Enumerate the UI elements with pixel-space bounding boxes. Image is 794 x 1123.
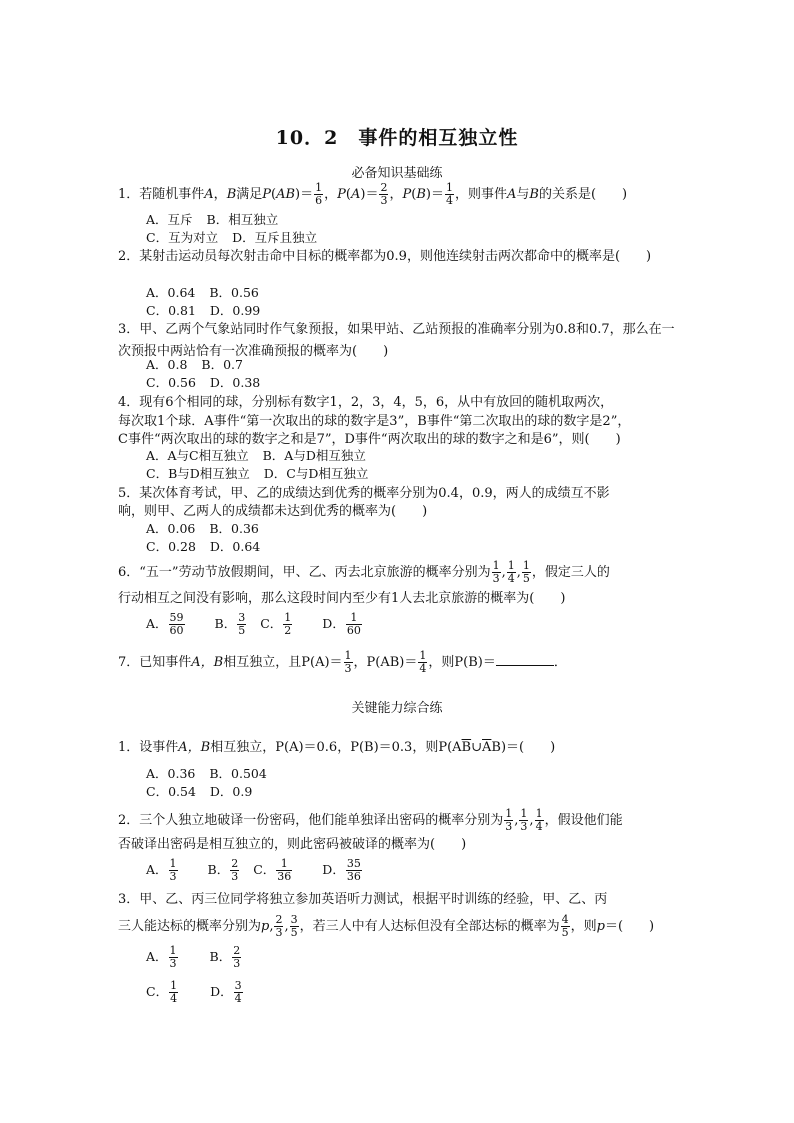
q2-options-row1: A．0.64 B．0.56 [146, 285, 259, 300]
q3-options-row2: C．0.56 D．0.38 [146, 375, 261, 390]
answer-blank[interactable] [496, 665, 554, 666]
question-5-line2: 响，则甲、乙两人的成绩都未达到优秀的概率为( ) [118, 504, 428, 519]
advanced-question-2-line2: 否破译出密码是相互独立的，则此密码被破译的概率为( ) [118, 837, 467, 852]
q4-options-row1: A．A与C相互独立 B．A与D相互独立 [146, 448, 366, 463]
adv-q1-options-row2: C．0.54 D．0.9 [146, 784, 253, 799]
adv-q3-options-row1: A． $\frac{1}{3}$ B． $\frac{2}{3}$ [146, 944, 241, 970]
advanced-question-3-line2: 三人能达标的概率分别为p, $\frac{2}{3}$ , $\frac{3}{5}$ ，若三人中有人达标但没有全部达标的概率为 $\frac{4}{5}$ ，则p＝( ) [118, 913, 655, 939]
question-3: 3．甲、乙两个气象站同时作气象预报，如果甲站、乙站预报的准确率分别为0.8和0.7，那么在一次预报中两站恰有一次准确预报的概率为( ) [118, 322, 675, 359]
advanced-question-1: 1．设事件A，B相互独立，P(A)＝0.6，P(B)＝0.3，则$P(A\overline{B}\cup\overline{A}B)=$( ) [118, 740, 556, 755]
question-5-line1: 5．某次体育考试，甲、乙的成绩达到优秀的概率分别为0.4，0.9，两人的成绩互不影 [118, 486, 610, 501]
question-4-line2: 每次取1个球．A事件“第一次取出的球的数字是3”，B事件“第二次取出的球的数字是2”， [118, 414, 631, 429]
q2-options-row2: C．0.81 D．0.99 [146, 303, 261, 318]
question-7: 7．已知事件A，B相互独立，且P(A)＝ $\frac{1}{3}$ ，P(AB)＝ $\frac{1}{4}$ ，则P(B)＝ ． [118, 649, 567, 675]
question-2: 2．某射击运动员每次射击命中目标的概率都为0.9，则他连续射击两次都命中的概率是( ) [118, 249, 652, 264]
q5-options-row2: C．0.28 D．0.64 [146, 539, 261, 554]
adv-q1-options-row1: A．0.36 B．0.504 [146, 766, 267, 781]
question-6-line2: 行动相互之间没有影响，那么这段时间内至少有1人去北京旅游的概率为( ) [118, 591, 566, 606]
advanced-question-3-line1: 3．甲、乙、丙三位同学将独立参加英语听力测试，根据平时训练的经验，甲、乙、丙 [118, 892, 608, 907]
section-heading-advanced: 关键能力综合练 [351, 701, 443, 716]
q1-options-row1: A．互斥 B．相互独立 [146, 212, 279, 227]
q6-options: A． $\frac{59}{60}$ B． $\frac{3}{5}$ C． $\frac{1}{2}$ D． $\frac{1}{60}$ [146, 611, 361, 637]
question-6-line1: 6．“五一”劳动节放假期间，甲、乙、丙去北京旅游的概率分别为 $\frac{1}{3}$ , $\frac{1}{4}$ , $\frac{1}{5}$ ，假定三人的 [118, 559, 610, 585]
question-4-line3: C事件“两次取出的球的数字之和是7”，D事件“两次取出的球的数字之和是6”，则( ) [118, 432, 621, 447]
advanced-question-2-line1: 2．三个人独立地破译一份密码，他们能单独译出密码的概率分别为 $\frac{1}{3}$ , $\frac{1}{3}$ , $\frac{1}{4}$ ，假设他们能 [118, 807, 623, 833]
adv-q3-options-row2: C． $\frac{1}{4}$ D． $\frac{3}{4}$ [146, 979, 242, 1005]
q1-options-row2: C．互为对立 D．互斥且独立 [146, 230, 318, 245]
q3-options-row1: A．0.8 B．0.7 [146, 357, 243, 372]
question-1: 1．若随机事件A，B满足P(AB)＝ $\frac{1}{6}$ ，P(A)＝ $\frac{2}{3}$ ，P(B)＝ $\frac{1}{4}$ ，则事件A与B的关系是( ) [118, 181, 628, 207]
question-4-line1: 4．现有6个相同的球，分别标有数字1，2，3，4，5，6，从中有放回的随机取两次， [118, 395, 614, 410]
page-title: 10．2 事件的相互独立性 [275, 127, 519, 149]
q5-options-row1: A．0.06 B．0.36 [146, 521, 259, 536]
q4-options-row2: C．B与D相互独立 D．C与D相互独立 [146, 466, 369, 481]
section-heading-basic: 必备知识基础练 [351, 166, 443, 181]
adv-q2-options: A． $\frac{1}{3}$ B． $\frac{2}{3}$ C． $\frac{1}{36}$ D． $\frac{35}{36}$ [146, 857, 361, 883]
